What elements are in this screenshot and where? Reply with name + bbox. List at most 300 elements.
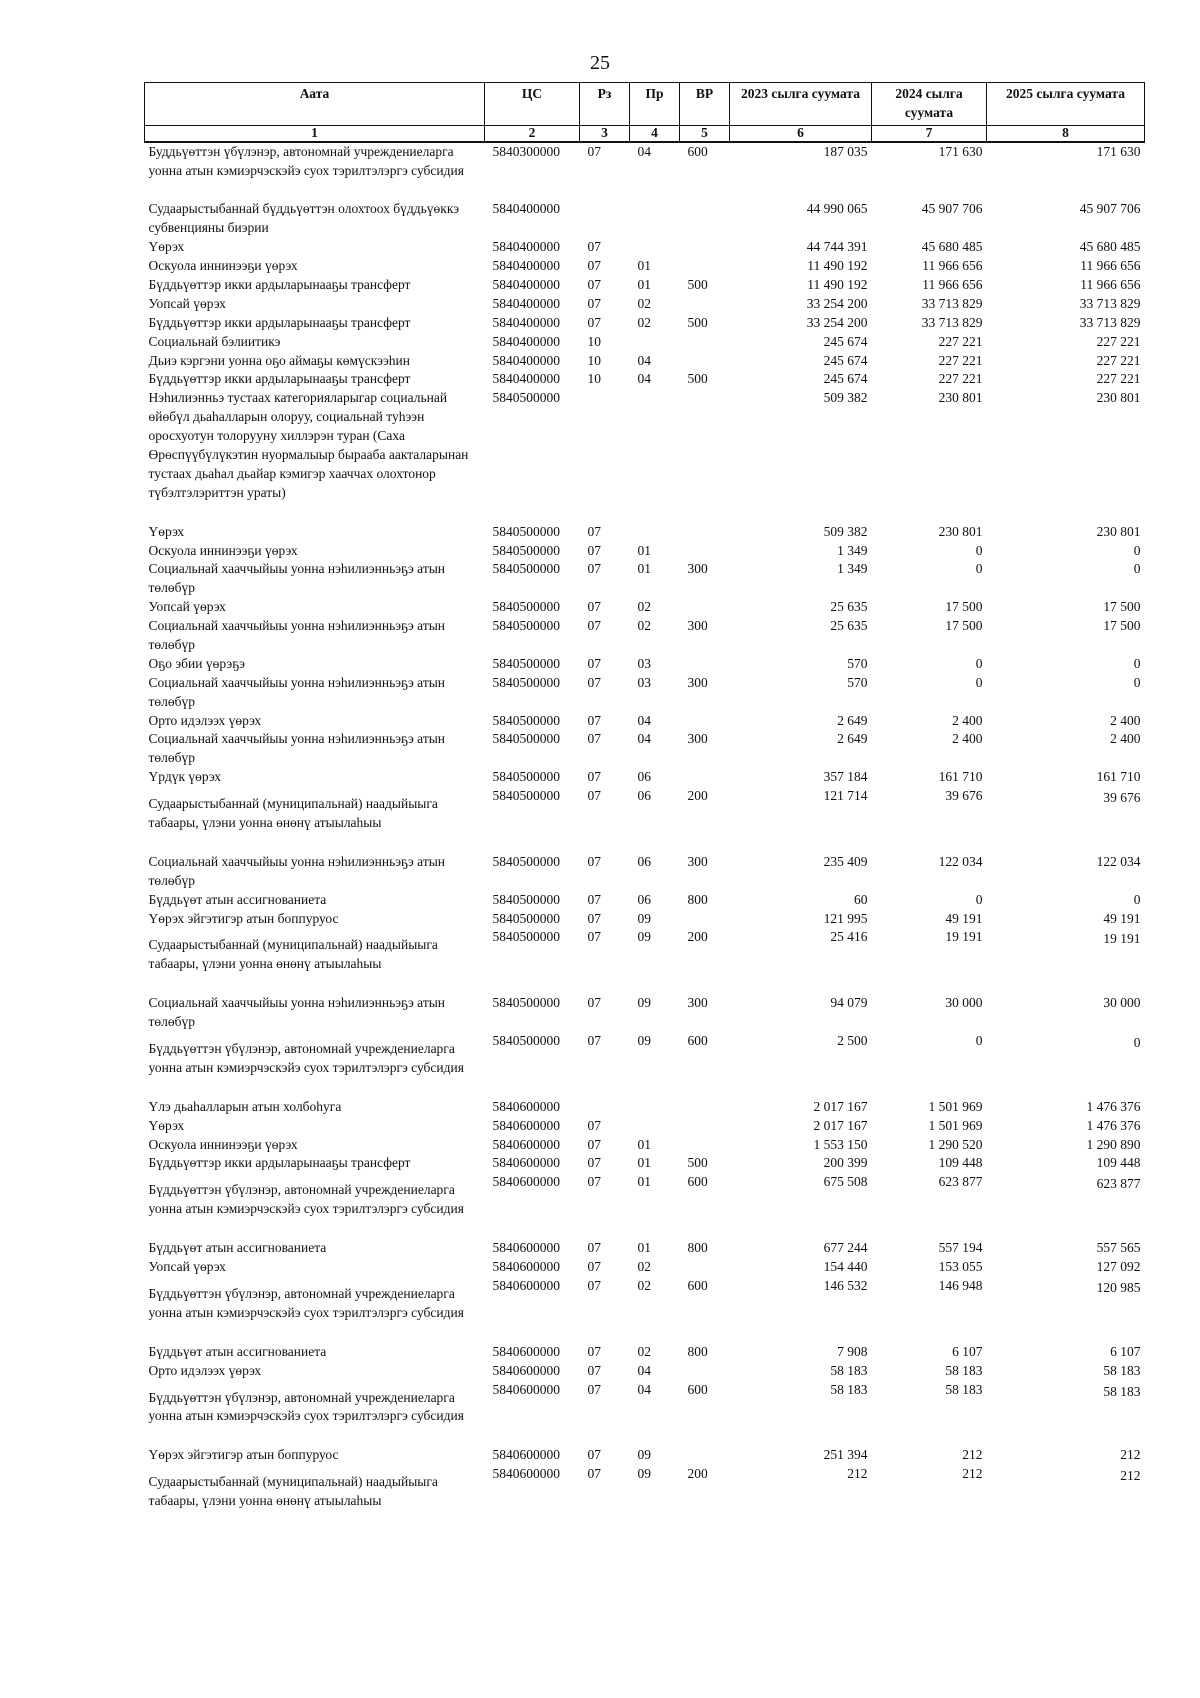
row-cs-code: 5840600000 [492,1381,560,1397]
row-name: Үөрэх эйгэтигэр атын боппуруос [148,910,339,926]
row-amount-2023: 509 382 [823,523,868,539]
row-amount-2024: 1 501 969 [928,1098,983,1114]
row-pr: 01 [637,276,651,292]
row-amount-2023: 212 [847,1466,868,1482]
row-amount-2025: 0 [1133,891,1141,907]
row-cs-code: 5840500000 [492,712,560,728]
row-pr [630,238,680,257]
row-cs-code: 5840600000 [492,1240,560,1256]
row-amount-2024: 1 501 969 [928,1117,983,1133]
row-amount-2023: 245 674 [823,333,868,349]
row-vr: 600 [687,1381,708,1397]
row-amount-2025: 17 500 [1103,618,1141,634]
row-amount-2025: 171 630 [1096,143,1141,159]
table-row [145,389,1145,502]
row-amount-2024: 212 [962,1466,983,1482]
row-amount-2023: 25 635 [830,618,868,634]
row-pr: 02 [637,1277,651,1293]
row-vr [680,712,730,731]
row-amount-2025: 0 [1133,1035,1141,1051]
row-pr: 01 [637,1174,651,1190]
row-cs-code: 5840400000 [492,201,560,217]
row-cs-code: 5840500000 [492,910,560,926]
row-name: Бүддьүөттэн үбүлэнэр, автономнай учреждениеларга уонна атын кэмиэрчэскэйэ суох тэрилтэлэргэ субсидия [148,1389,464,1424]
row-rz: 07 [587,542,601,558]
row-amount-2025: 161 710 [1096,769,1141,785]
row-amount-2024: 58 183 [945,1362,983,1378]
row-amount-2023: 509 382 [823,390,868,406]
row-amount-2023: 1 349 [837,542,868,558]
table-row [145,1277,1145,1323]
row-rz: 07 [587,788,601,804]
row-name: Оскуола иннинээҕи үөрэх [148,1136,298,1152]
row-spacer [145,503,1145,523]
row-vr [680,333,730,352]
row-amount-2024: 227 221 [938,333,983,349]
row-amount-2023: 200 399 [823,1155,868,1171]
row-rz [580,1098,630,1117]
row-amount-2025: 623 877 [1096,1176,1141,1192]
row-rz: 07 [587,561,601,577]
row-amount-2025: 49 191 [1103,910,1141,926]
row-amount-2025: 120 985 [1096,1279,1141,1295]
row-rz: 07 [587,1381,601,1397]
table-row [145,768,1145,787]
row-amount-2024: 109 448 [938,1155,983,1171]
row-pr: 04 [637,143,651,159]
row-amount-2024: 0 [975,891,983,907]
row-name: Социальнай бэлиитикэ [148,333,281,349]
row-amount-2023: 1 553 150 [813,1136,868,1152]
row-amount-2024: 212 [962,1447,983,1463]
row-cs-code: 5840600000 [492,1447,560,1463]
row-name: Социальнай хааччыйыы уонна нэһилиэнньэҕэ атын төлөбүр [148,995,446,1030]
row-cs-code: 5840600000 [492,1098,560,1114]
row-cs-code: 5840500000 [492,523,560,539]
row-amount-2025: 33 713 829 [1079,295,1141,311]
row-vr [680,1362,730,1381]
row-cs-code: 5840600000 [492,1259,560,1275]
table-row [145,142,1145,181]
row-vr [680,523,730,542]
row-rz: 07 [587,1466,601,1482]
row-amount-2025: 227 221 [1096,352,1141,368]
row-amount-2024: 11 966 656 [922,258,983,274]
row-vr [680,768,730,787]
row-rz: 07 [587,1343,601,1359]
row-pr: 04 [637,371,651,387]
row-rz: 07 [587,295,601,311]
row-name: Бүддьүөттэн үбүлэнэр, автономнай учреждениеларга уонна атын кэмиэрчэскэйэ суох тэрилтэлэргэ субсидия [148,1182,464,1217]
table-row [145,238,1145,257]
row-amount-2025: 212 [1120,1447,1141,1463]
row-amount-2024: 122 034 [938,853,983,869]
row-name: Бүддьүөт атын ассигнованиета [148,1343,327,1359]
table-row [145,352,1145,371]
table-row [145,1381,1145,1427]
row-cs-code: 5840500000 [492,599,560,615]
row-vr: 500 [687,371,708,387]
row-vr [680,1258,730,1277]
row-pr [630,1098,680,1117]
row-pr: 04 [637,712,651,728]
row-amount-2024: 17 500 [945,618,983,634]
row-amount-2023: 2 500 [837,1033,868,1049]
row-vr: 300 [687,731,708,747]
row-amount-2025: 0 [1133,542,1141,558]
row-amount-2023: 94 079 [830,995,868,1011]
row-rz: 07 [587,258,601,274]
row-rz: 07 [587,995,601,1011]
row-amount-2025: 2 400 [1110,712,1141,728]
row-name: Бүддьүөт атын ассигнованиета [148,1240,327,1256]
row-vr: 500 [687,1155,708,1171]
row-amount-2023: 245 674 [823,371,868,387]
row-rz: 07 [587,618,601,634]
row-vr [680,542,730,561]
table-row [145,1098,1145,1117]
row-cs-code: 5840500000 [492,542,560,558]
row-amount-2025: 127 092 [1096,1259,1141,1275]
table-row [145,1239,1145,1258]
header-pr: Пр [630,83,680,126]
row-pr: 02 [637,1343,651,1359]
row-amount-2023: 44 990 065 [806,201,868,217]
row-cs-code: 5840400000 [492,276,560,292]
row-amount-2025: 58 183 [1103,1362,1141,1378]
row-pr: 01 [637,1155,651,1171]
column-number: 4 [630,125,680,141]
header-2024: 2024 сылга суумата [872,83,987,126]
row-amount-2023: 2 017 167 [813,1098,868,1114]
row-pr: 09 [637,910,651,926]
row-pr: 09 [637,1033,651,1049]
row-amount-2023: 235 409 [823,853,868,869]
column-number: 7 [872,125,987,141]
table-row [145,276,1145,295]
row-cs-code: 5840500000 [492,390,560,406]
row-cs-code: 5840500000 [492,769,560,785]
row-pr [630,333,680,352]
row-amount-2024: 161 710 [938,769,983,785]
row-amount-2025: 2 400 [1110,731,1141,747]
row-name: Уопсай үөрэх [148,599,226,615]
row-name: Бүддьүөттэр икки ардыларынааҕы трансферт [148,1155,411,1171]
row-rz: 07 [587,655,601,671]
row-amount-2024: 49 191 [945,910,983,926]
row-pr: 02 [637,599,651,615]
row-cs-code: 5840600000 [492,1277,560,1293]
row-pr: 04 [637,1362,651,1378]
row-cs-code: 5840500000 [492,929,560,945]
row-amount-2023: 570 [847,674,868,690]
row-amount-2025: 1 476 376 [1086,1117,1141,1133]
row-rz: 07 [587,1117,601,1133]
row-cs-code: 5840400000 [492,258,560,274]
table-row [145,910,1145,929]
row-vr [680,1446,730,1465]
row-cs-code: 5840300000 [492,143,560,159]
table-row [145,560,1145,598]
row-cs-code: 5840600000 [492,1362,560,1378]
row-pr: 02 [637,295,651,311]
row-vr [680,352,730,371]
row-cs-code: 5840400000 [492,352,560,368]
row-amount-2023: 146 532 [823,1277,868,1293]
row-amount-2024: 45 680 485 [921,239,983,255]
row-rz: 07 [587,1259,601,1275]
row-rz: 07 [587,769,601,785]
row-pr: 06 [637,769,651,785]
table-row [145,1117,1145,1136]
row-pr: 09 [637,929,651,945]
header-2025: 2025 сылга суумата [987,83,1145,126]
table-row [145,1258,1145,1277]
row-amount-2023: 187 035 [823,143,868,159]
row-rz: 07 [587,1362,601,1378]
row-vr: 300 [687,674,708,690]
row-amount-2024: 153 055 [938,1259,983,1275]
row-amount-2025: 6 107 [1110,1343,1141,1359]
row-amount-2023: 2 649 [837,712,868,728]
row-amount-2023: 154 440 [823,1259,868,1275]
table-row [145,617,1145,655]
row-amount-2023: 7 908 [837,1343,868,1359]
row-amount-2024: 623 877 [938,1174,983,1190]
row-rz: 07 [587,314,601,330]
table-row [145,1154,1145,1173]
row-vr: 600 [687,143,708,159]
row-vr: 800 [687,891,708,907]
row-amount-2024: 227 221 [938,371,983,387]
row-amount-2024: 11 966 656 [922,276,983,292]
row-cs-code: 5840600000 [492,1117,560,1133]
row-pr [630,523,680,542]
row-amount-2023: 357 184 [823,769,868,785]
row-amount-2023: 11 490 192 [807,258,868,274]
row-cs-code: 5840500000 [492,1033,560,1049]
row-rz [580,200,630,238]
row-rz: 07 [587,276,601,292]
row-amount-2023: 25 635 [830,599,868,615]
row-spacer [145,833,1145,853]
row-cs-code: 5840500000 [492,995,560,1011]
row-spacer [145,1219,1145,1239]
row-name: Оскуола иннинээҕи үөрэх [148,258,298,274]
row-amount-2025: 58 183 [1103,1383,1141,1399]
table-row [145,200,1145,238]
table-row [145,853,1145,891]
row-name: Бүддьүөттэн үбүлэнэр, автономнай учреждениеларга уонна атын кэмиэрчэскэйэ суох тэрилтэлэргэ субсидия [148,1041,464,1075]
row-amount-2024: 39 676 [945,788,983,804]
row-rz: 07 [587,929,601,945]
header-2023: 2023 сылга суумата [730,83,872,126]
row-rz: 10 [587,333,601,349]
row-spacer [145,1078,1145,1098]
row-pr: 02 [637,314,651,330]
table-row [145,370,1145,389]
row-cs-code: 5840400000 [492,239,560,255]
row-spacer [145,1323,1145,1343]
row-vr: 600 [687,1174,708,1190]
row-name: Орто идэлээх үөрэх [148,1362,262,1378]
column-number: 5 [680,125,730,141]
row-name: Бүддьүөт атын ассигнованиета [148,891,327,907]
row-amount-2023: 58 183 [830,1381,868,1397]
row-amount-2024: 0 [975,561,983,577]
row-pr: 06 [637,891,651,907]
row-vr: 300 [687,561,708,577]
row-name: Үөрэх [148,239,185,255]
row-rz: 07 [587,1033,601,1049]
row-amount-2023: 2 017 167 [813,1117,868,1133]
row-pr: 01 [637,542,651,558]
row-amount-2024: 45 907 706 [921,201,983,217]
row-amount-2024: 227 221 [938,352,983,368]
row-rz [580,389,630,502]
table-row [145,1446,1145,1465]
row-rz: 10 [587,352,601,368]
row-amount-2025: 0 [1133,561,1141,577]
row-name: Үрдүк үөрэх [148,769,221,785]
row-vr: 300 [687,618,708,634]
row-pr: 02 [637,1259,651,1275]
row-amount-2025: 11 966 656 [1080,258,1141,274]
row-amount-2023: 44 744 391 [806,239,868,255]
row-cs-code: 5840600000 [492,1174,560,1190]
row-amount-2025: 17 500 [1103,599,1141,615]
row-vr [680,1136,730,1155]
table-row [145,891,1145,910]
table-row [145,542,1145,561]
row-pr: 06 [637,788,651,804]
row-name: Социальнай хааччыйыы уонна нэһилиэнньэҕэ атын төлөбүр [148,674,446,709]
row-name: Дьиэ кэргэни уонна оҕо аймаҕы көмүскээһин [148,352,410,368]
row-cs-code: 5840500000 [492,674,560,690]
row-rz: 07 [587,239,601,255]
row-amount-2024: 6 107 [952,1343,983,1359]
row-amount-2024: 33 713 829 [921,314,983,330]
row-pr: 03 [637,674,651,690]
row-pr [630,200,680,238]
row-name: Бүддьүөттэн үбүлэнэр, автономнай учреждениеларга уонна атын кэмиэрчэскэйэ суох тэрилтэлэргэ субсидия [148,1285,464,1320]
table-body [145,142,1145,1511]
row-name: Үөрэх [148,1117,185,1133]
row-amount-2023: 677 244 [823,1240,868,1256]
row-pr: 04 [637,352,651,368]
row-amount-2024: 0 [975,542,983,558]
row-name: Судаарыстыбаннай (муниципальнай) наадыйыыга табаары, үлэни уонна өнөнү атыылаһыы [148,1474,438,1509]
row-rz: 10 [587,371,601,387]
row-vr [680,200,730,238]
column-number: 3 [580,125,630,141]
row-rz: 07 [587,523,601,539]
row-rz: 07 [587,1136,601,1152]
row-spacer [145,974,1145,994]
row-vr [680,655,730,674]
table-row [145,730,1145,768]
row-vr: 800 [687,1343,708,1359]
table-row [145,787,1145,833]
row-pr: 01 [637,561,651,577]
row-pr: 04 [637,1381,651,1397]
row-pr: 09 [637,995,651,1011]
row-vr: 300 [687,995,708,1011]
row-name: Уопсай үөрэх [148,1259,226,1275]
row-amount-2023: 60 [854,891,868,907]
table-row [145,598,1145,617]
row-vr: 600 [687,1033,708,1049]
row-cs-code: 5840600000 [492,1466,560,1482]
row-rz: 07 [587,1277,601,1293]
row-amount-2024: 30 000 [945,995,983,1011]
row-vr [680,257,730,276]
row-cs-code: 5840400000 [492,333,560,349]
row-rz: 07 [587,1240,601,1256]
row-amount-2023: 33 254 200 [806,295,868,311]
row-rz: 07 [587,853,601,869]
row-pr: 01 [637,1240,651,1256]
row-cs-code: 5840500000 [492,731,560,747]
row-name: Үлэ дьаһалларын атын холбоһуга [148,1098,342,1114]
row-amount-2024: 557 194 [938,1240,983,1256]
row-amount-2023: 251 394 [823,1447,868,1463]
row-rz: 07 [587,910,601,926]
column-number: 8 [987,125,1145,141]
row-rz: 07 [587,891,601,907]
table-row [145,314,1145,333]
table-row [145,523,1145,542]
row-name: Буддьүөттэн үбүлэнэр, автономнай учреждениеларга уонна атын кэмиэрчэскэйэ суох тэрилтэлэргэ субсидия [148,143,464,178]
table-row [145,257,1145,276]
row-amount-2025: 0 [1133,674,1141,690]
table-row [145,1136,1145,1155]
row-amount-2023: 58 183 [830,1362,868,1378]
row-vr: 200 [687,788,708,804]
row-rz: 07 [587,599,601,615]
row-amount-2025: 230 801 [1096,390,1141,406]
row-amount-2025: 230 801 [1096,523,1141,539]
row-cs-code: 5840500000 [492,618,560,634]
row-pr: 09 [637,1466,651,1482]
table-row [145,1465,1145,1511]
row-amount-2023: 245 674 [823,352,868,368]
row-name: Орто идэлээх үөрэх [148,712,262,728]
row-cs-code: 5840400000 [492,371,560,387]
row-name: Бүддьүөттэр икки ардыларынааҕы трансферт [148,371,411,387]
row-amount-2025: 19 191 [1103,931,1141,947]
row-amount-2024: 58 183 [945,1381,983,1397]
row-pr: 02 [637,618,651,634]
row-amount-2024: 2 400 [952,712,983,728]
row-cs-code: 5840500000 [492,655,560,671]
table-row [145,333,1145,352]
row-amount-2025: 212 [1120,1468,1141,1484]
header-name: Аата [145,83,485,126]
row-rz: 07 [587,731,601,747]
row-spacer [145,1426,1145,1446]
row-amount-2023: 33 254 200 [806,314,868,330]
header-cs: ЦС [485,83,580,126]
row-name: Уопсай үөрэх [148,295,226,311]
row-vr [680,1098,730,1117]
row-amount-2024: 230 801 [938,523,983,539]
row-amount-2024: 171 630 [938,143,983,159]
header-rz: Рз [580,83,630,126]
row-rz: 07 [587,712,601,728]
row-cs-code: 5840500000 [492,788,560,804]
row-amount-2024: 1 290 520 [928,1136,983,1152]
